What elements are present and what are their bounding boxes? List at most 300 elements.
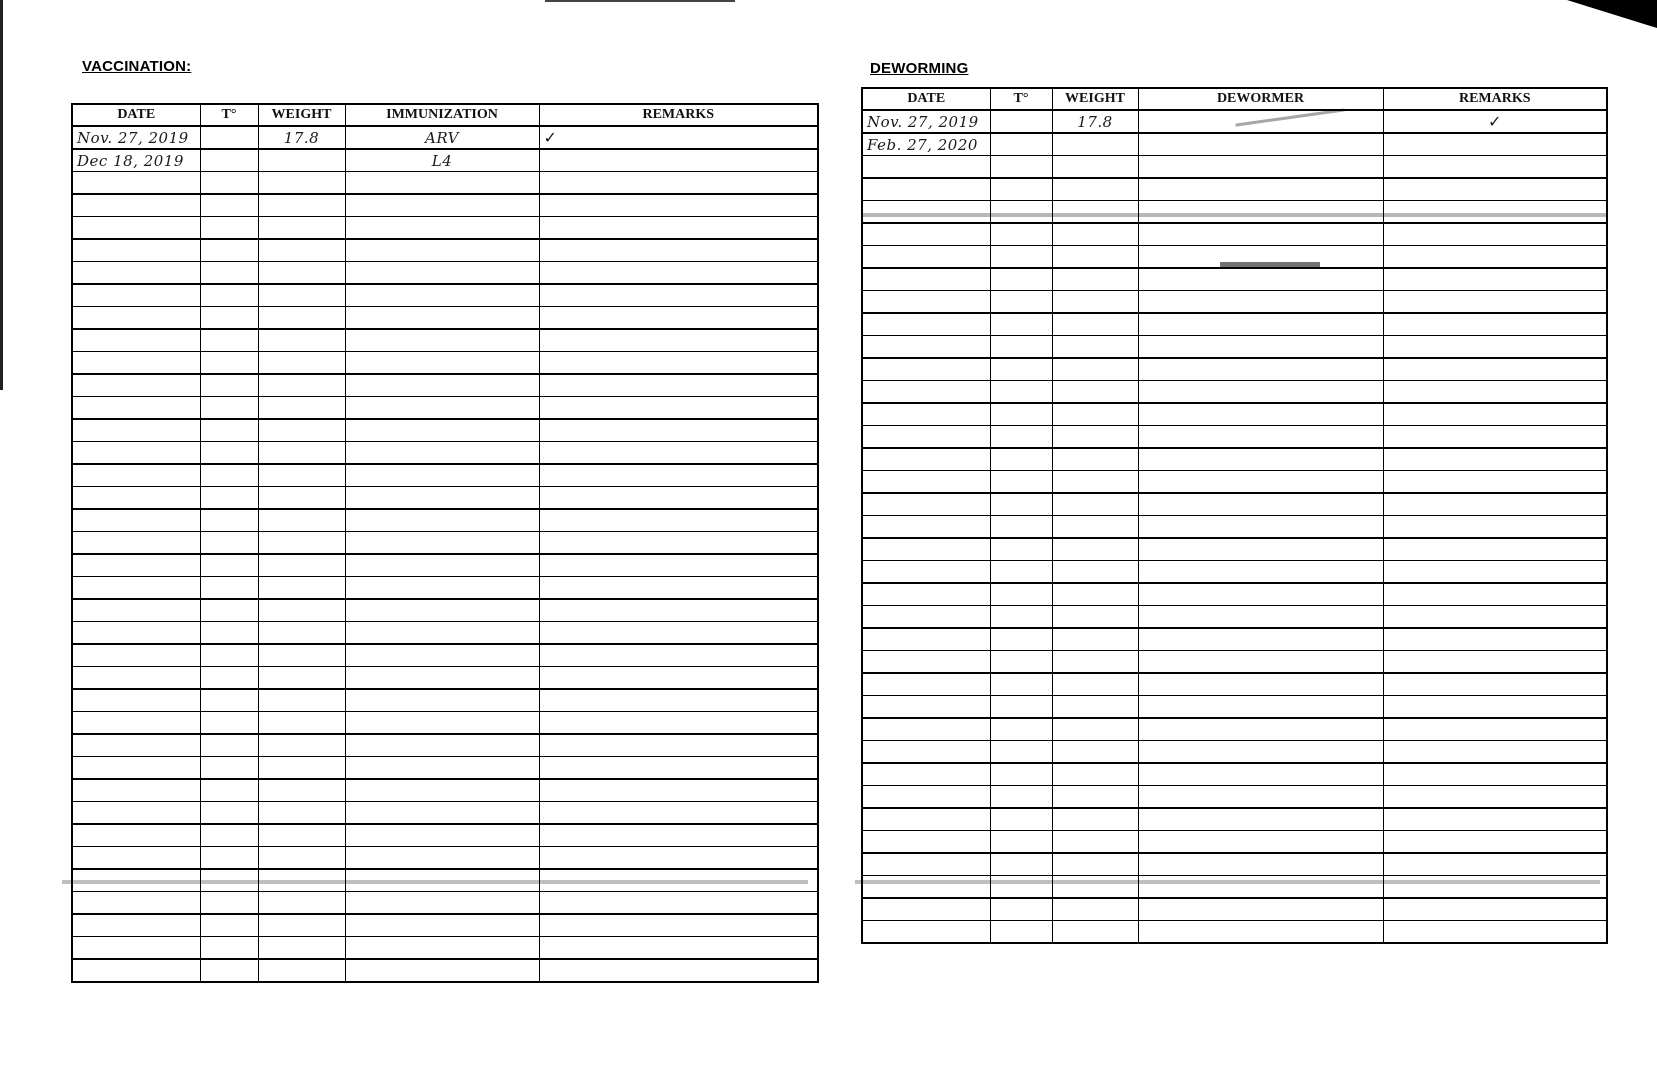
deworming-temp-cell xyxy=(990,448,1052,471)
deworming-dewormer-cell xyxy=(1138,313,1383,336)
vaccination-immunization-cell xyxy=(345,892,539,915)
vaccination-date-cell xyxy=(72,734,200,757)
deworming-col-date: DATE xyxy=(862,88,990,110)
vaccination-immunization-cell xyxy=(345,599,539,622)
deworming-remarks-cell xyxy=(1383,808,1607,831)
vaccination-remarks-cell xyxy=(539,802,818,825)
vaccination-weight-cell xyxy=(258,734,345,757)
vaccination-immunization-cell xyxy=(345,644,539,667)
vaccination-col-immunization: IMMUNIZATION xyxy=(345,104,539,126)
vaccination-date-cell xyxy=(72,284,200,307)
deworming-temp-cell xyxy=(990,583,1052,606)
deworming-temp-cell xyxy=(990,651,1052,674)
deworming-dewormer-cell xyxy=(1138,763,1383,786)
vaccination-weight-cell xyxy=(258,419,345,442)
vaccination-weight-cell xyxy=(258,397,345,420)
vaccination-temp-cell xyxy=(200,217,258,240)
table-row xyxy=(862,718,1607,741)
vaccination-temp-cell xyxy=(200,554,258,577)
vaccination-immunization-cell xyxy=(345,509,539,532)
table-row xyxy=(862,471,1607,494)
vaccination-weight-cell xyxy=(258,217,345,240)
deworming-weight-cell xyxy=(1052,561,1138,584)
vaccination-col-remarks: REMARKS xyxy=(539,104,818,126)
vaccination-immunization-cell xyxy=(345,779,539,802)
deworming-dewormer-cell xyxy=(1138,358,1383,381)
vaccination-immunization-cell xyxy=(345,172,539,195)
deworming-remarks-cell xyxy=(1383,110,1607,133)
deworming-remarks-cell xyxy=(1383,696,1607,719)
deworming-weight-cell xyxy=(1052,673,1138,696)
table-row xyxy=(862,583,1607,606)
vaccination-immunization-cell xyxy=(345,352,539,375)
deworming-dewormer-cell xyxy=(1138,583,1383,606)
vaccination-remarks-cell xyxy=(539,779,818,802)
vaccination-remarks-cell xyxy=(539,464,818,487)
vaccination-remarks-cell xyxy=(539,712,818,735)
table-row xyxy=(72,824,818,847)
vaccination-date-cell xyxy=(72,577,200,600)
vaccination-temp-cell xyxy=(200,487,258,510)
deworming-remarks-cell xyxy=(1383,898,1607,921)
vaccination-temp-cell xyxy=(200,262,258,285)
vaccination-date-cell xyxy=(72,194,200,217)
vaccination-immunization-cell xyxy=(345,487,539,510)
vaccination-remarks-cell xyxy=(539,284,818,307)
deworming-remarks-cell xyxy=(1383,178,1607,201)
deworming-weight-cell xyxy=(1052,718,1138,741)
vaccination-temp-cell xyxy=(200,599,258,622)
table-row xyxy=(862,403,1607,426)
vaccination-temp-cell xyxy=(200,622,258,645)
vaccination-date-cell xyxy=(72,914,200,937)
vaccination-remarks-cell xyxy=(539,689,818,712)
deworming-remarks-cell xyxy=(1383,786,1607,809)
vaccination-remarks-cell xyxy=(539,442,818,465)
deworming-remarks-cell xyxy=(1383,156,1607,179)
vaccination-remarks-cell xyxy=(539,959,818,982)
table-row xyxy=(862,628,1607,651)
scan-corner-mark xyxy=(1567,0,1657,28)
deworming-dewormer-cell xyxy=(1138,673,1383,696)
deworming-date-cell xyxy=(862,538,990,561)
vaccination-date-cell: Dec 18, 2019 xyxy=(72,149,200,172)
vaccination-date-cell xyxy=(72,824,200,847)
vaccination-temp-cell xyxy=(200,689,258,712)
deworming-remarks-cell xyxy=(1383,651,1607,674)
deworming-temp-cell xyxy=(990,561,1052,584)
deworming-dewormer-cell xyxy=(1138,831,1383,854)
vaccination-immunization-cell xyxy=(345,464,539,487)
vaccination-remarks-cell xyxy=(539,239,818,262)
deworming-temp-cell xyxy=(990,313,1052,336)
deworming-temp-cell xyxy=(990,156,1052,179)
vaccination-weight-cell xyxy=(258,284,345,307)
deworming-dewormer-cell xyxy=(1138,696,1383,719)
deworming-weight-cell xyxy=(1052,178,1138,201)
vaccination-immunization-cell xyxy=(345,937,539,960)
table-row xyxy=(72,689,818,712)
deworming-date-cell xyxy=(862,718,990,741)
table-row xyxy=(862,763,1607,786)
vaccination-title: VACCINATION: xyxy=(82,58,192,75)
ink-blot xyxy=(1220,262,1320,268)
deworming-weight-cell xyxy=(1052,786,1138,809)
deworming-date-cell xyxy=(862,336,990,359)
vaccination-immunization-cell: ARV xyxy=(345,126,539,149)
table-row xyxy=(72,712,818,735)
deworming-remarks-cell xyxy=(1383,561,1607,584)
vaccination-date-cell xyxy=(72,532,200,555)
deworming-weight-cell xyxy=(1052,426,1138,449)
vaccination-weight-cell xyxy=(258,194,345,217)
deworming-remarks-cell xyxy=(1383,583,1607,606)
table-row xyxy=(862,313,1607,336)
deworming-remarks-cell xyxy=(1383,246,1607,269)
deworming-date-cell xyxy=(862,561,990,584)
scan-top-stroke xyxy=(545,0,735,2)
vaccination-remarks-cell xyxy=(539,757,818,780)
vaccination-remarks-cell xyxy=(539,419,818,442)
table-row xyxy=(862,538,1607,561)
vaccination-remarks-cell xyxy=(539,374,818,397)
table-row xyxy=(862,336,1607,359)
deworming-temp-cell xyxy=(990,853,1052,876)
vaccination-immunization-cell xyxy=(345,239,539,262)
table-row xyxy=(862,426,1607,449)
table-row xyxy=(862,808,1607,831)
deworming-dewormer-cell xyxy=(1138,156,1383,179)
vaccination-immunization-cell xyxy=(345,577,539,600)
deworming-date-cell xyxy=(862,786,990,809)
table-row xyxy=(862,696,1607,719)
table-row xyxy=(72,959,818,982)
vaccination-remarks-cell xyxy=(539,847,818,870)
vaccination-weight-cell xyxy=(258,622,345,645)
deworming-dewormer-cell xyxy=(1138,133,1383,156)
vaccination-remarks-cell xyxy=(539,352,818,375)
vaccination-date-cell xyxy=(72,847,200,870)
deworming-date-cell xyxy=(862,741,990,764)
vaccination-temp-cell xyxy=(200,734,258,757)
vaccination-immunization-cell xyxy=(345,667,539,690)
vaccination-immunization-cell xyxy=(345,419,539,442)
deworming-weight-cell xyxy=(1052,538,1138,561)
vaccination-date-cell xyxy=(72,892,200,915)
deworming-weight-cell xyxy=(1052,583,1138,606)
vaccination-date-cell xyxy=(72,442,200,465)
deworming-weight-cell xyxy=(1052,133,1138,156)
vaccination-temp-cell xyxy=(200,149,258,172)
deworming-temp-cell xyxy=(990,741,1052,764)
table-row xyxy=(862,156,1607,179)
table-row xyxy=(862,741,1607,764)
vaccination-remarks-cell xyxy=(539,307,818,330)
vaccination-temp-cell xyxy=(200,757,258,780)
deworming-temp-cell xyxy=(990,696,1052,719)
vaccination-remarks-cell xyxy=(539,126,818,149)
vaccination-remarks-cell xyxy=(539,509,818,532)
vaccination-header-row xyxy=(72,104,818,126)
deworming-date-cell xyxy=(862,898,990,921)
vaccination-table xyxy=(71,103,819,983)
deworming-weight-cell xyxy=(1052,696,1138,719)
deworming-col-weight: WEIGHT xyxy=(1052,88,1138,110)
table-row xyxy=(72,149,818,172)
vaccination-weight-cell xyxy=(258,464,345,487)
table-row xyxy=(862,110,1607,133)
vaccination-weight-cell xyxy=(258,667,345,690)
deworming-date-cell xyxy=(862,156,990,179)
table-row xyxy=(72,667,818,690)
deworming-weight-cell xyxy=(1052,763,1138,786)
vaccination-temp-cell xyxy=(200,374,258,397)
vaccination-date-cell xyxy=(72,937,200,960)
deworming-weight-cell xyxy=(1052,876,1138,899)
vaccination-temp-cell xyxy=(200,667,258,690)
table-row xyxy=(72,892,818,915)
deworming-temp-cell xyxy=(990,628,1052,651)
table-row xyxy=(72,307,818,330)
deworming-remarks-cell xyxy=(1383,516,1607,539)
deworming-remarks-cell xyxy=(1383,921,1607,944)
vaccination-col-date: DATE xyxy=(72,104,200,126)
table-row xyxy=(862,291,1607,314)
vaccination-temp-cell xyxy=(200,126,258,149)
table-row xyxy=(72,397,818,420)
vaccination-date-cell xyxy=(72,374,200,397)
vaccination-date-cell xyxy=(72,172,200,195)
table-row xyxy=(72,126,818,149)
deworming-weight-cell xyxy=(1052,246,1138,269)
table-row xyxy=(72,239,818,262)
deworming-remarks-cell xyxy=(1383,223,1607,246)
vaccination-weight-cell xyxy=(258,824,345,847)
deworming-temp-cell xyxy=(990,133,1052,156)
deworming-weight-cell xyxy=(1052,898,1138,921)
deworming-date-cell xyxy=(862,178,990,201)
deworming-remarks-cell xyxy=(1383,133,1607,156)
vaccination-temp-cell xyxy=(200,194,258,217)
vaccination-immunization-cell xyxy=(345,397,539,420)
vaccination-weight-cell xyxy=(258,779,345,802)
deworming-dewormer-cell xyxy=(1138,898,1383,921)
vaccination-weight-cell xyxy=(258,329,345,352)
deworming-dewormer-cell xyxy=(1138,291,1383,314)
deworming-weight-cell xyxy=(1052,831,1138,854)
deworming-temp-cell xyxy=(990,831,1052,854)
deworming-weight-cell xyxy=(1052,201,1138,224)
deworming-dewormer-cell xyxy=(1138,178,1383,201)
deworming-date-cell xyxy=(862,471,990,494)
deworming-date-cell xyxy=(862,583,990,606)
vaccination-immunization-cell xyxy=(345,712,539,735)
deworming-temp-cell xyxy=(990,426,1052,449)
table-row xyxy=(862,561,1607,584)
deworming-remarks-cell xyxy=(1383,268,1607,291)
vaccination-weight-cell xyxy=(258,689,345,712)
table-row xyxy=(862,921,1607,944)
deworming-date-cell xyxy=(862,291,990,314)
deworming-date-cell xyxy=(862,808,990,831)
vaccination-temp-cell xyxy=(200,959,258,982)
vaccination-temp-cell xyxy=(200,397,258,420)
vaccination-immunization-cell xyxy=(345,374,539,397)
vaccination-immunization-cell xyxy=(345,532,539,555)
deworming-remarks-cell xyxy=(1383,403,1607,426)
deworming-date-cell xyxy=(862,853,990,876)
table-row xyxy=(862,133,1607,156)
vaccination-date-cell xyxy=(72,419,200,442)
deworming-date-cell xyxy=(862,651,990,674)
deworming-weight-cell xyxy=(1052,313,1138,336)
deworming-temp-cell xyxy=(990,201,1052,224)
vaccination-remarks-cell xyxy=(539,734,818,757)
table-row xyxy=(72,374,818,397)
deworming-remarks-cell xyxy=(1383,313,1607,336)
vaccination-weight-cell xyxy=(258,149,345,172)
deworming-dewormer-cell xyxy=(1138,201,1383,224)
deworming-date-cell xyxy=(862,268,990,291)
vaccination-weight-cell: 17.8 xyxy=(258,126,345,149)
vaccination-weight-cell xyxy=(258,937,345,960)
deworming-date-cell xyxy=(862,673,990,696)
deworming-remarks-cell xyxy=(1383,426,1607,449)
vaccination-immunization-cell xyxy=(345,622,539,645)
table-row xyxy=(72,329,818,352)
vaccination-remarks-cell xyxy=(539,217,818,240)
vaccination-date-cell xyxy=(72,307,200,330)
deworming-weight-cell xyxy=(1052,853,1138,876)
bleed-through-band xyxy=(855,880,1600,884)
deworming-dewormer-cell xyxy=(1138,448,1383,471)
deworming-temp-cell xyxy=(990,358,1052,381)
vaccination-temp-cell xyxy=(200,937,258,960)
table-row xyxy=(72,284,818,307)
table-row xyxy=(72,779,818,802)
table-row xyxy=(862,358,1607,381)
deworming-date-cell: Nov. 27, 2019 xyxy=(862,110,990,133)
deworming-dewormer-cell xyxy=(1138,561,1383,584)
table-row xyxy=(72,352,818,375)
vaccination-remarks-cell xyxy=(539,554,818,577)
deworming-temp-cell xyxy=(990,718,1052,741)
deworming-temp-cell xyxy=(990,606,1052,629)
vaccination-immunization-cell xyxy=(345,734,539,757)
vaccination-weight-cell xyxy=(258,959,345,982)
table-row xyxy=(72,194,818,217)
deworming-weight-cell xyxy=(1052,741,1138,764)
deworming-remarks-cell xyxy=(1383,741,1607,764)
deworming-remarks-cell xyxy=(1383,471,1607,494)
table-row xyxy=(862,493,1607,516)
deworming-date-cell xyxy=(862,426,990,449)
deworming-weight-cell: 17.8 xyxy=(1052,110,1138,133)
vaccination-remarks-cell xyxy=(539,644,818,667)
vaccination-weight-cell xyxy=(258,487,345,510)
vaccination-immunization-cell xyxy=(345,194,539,217)
vaccination-temp-cell xyxy=(200,532,258,555)
vaccination-date-cell xyxy=(72,487,200,510)
vaccination-immunization-cell xyxy=(345,262,539,285)
vaccination-weight-cell xyxy=(258,442,345,465)
vaccination-remarks-cell xyxy=(539,397,818,420)
vaccination-weight-cell xyxy=(258,757,345,780)
table-row xyxy=(862,448,1607,471)
vaccination-remarks-cell xyxy=(539,824,818,847)
deworming-dewormer-cell xyxy=(1138,516,1383,539)
deworming-temp-cell xyxy=(990,403,1052,426)
deworming-weight-cell xyxy=(1052,808,1138,831)
bleed-through-band xyxy=(862,213,1606,217)
deworming-weight-cell xyxy=(1052,336,1138,359)
deworming-dewormer-cell xyxy=(1138,268,1383,291)
deworming-weight-cell xyxy=(1052,516,1138,539)
deworming-title: DEWORMING xyxy=(870,60,969,77)
deworming-temp-cell xyxy=(990,178,1052,201)
vaccination-immunization-cell xyxy=(345,914,539,937)
vaccination-weight-cell xyxy=(258,644,345,667)
table-row xyxy=(862,178,1607,201)
deworming-dewormer-cell xyxy=(1138,426,1383,449)
vaccination-temp-cell xyxy=(200,779,258,802)
vaccination-date-cell xyxy=(72,644,200,667)
table-row xyxy=(72,554,818,577)
table-row xyxy=(862,786,1607,809)
deworming-remarks-cell xyxy=(1383,673,1607,696)
deworming-temp-cell xyxy=(990,786,1052,809)
deworming-temp-cell xyxy=(990,921,1052,944)
deworming-remarks-cell xyxy=(1383,831,1607,854)
deworming-dewormer-cell xyxy=(1138,381,1383,404)
deworming-date-cell xyxy=(862,381,990,404)
deworming-temp-cell xyxy=(990,291,1052,314)
vaccination-date-cell xyxy=(72,239,200,262)
deworming-dewormer-cell xyxy=(1138,921,1383,944)
deworming-temp-cell xyxy=(990,808,1052,831)
deworming-weight-cell xyxy=(1052,921,1138,944)
deworming-temp-cell xyxy=(990,471,1052,494)
deworming-date-cell xyxy=(862,201,990,224)
deworming-date-cell xyxy=(862,358,990,381)
deworming-dewormer-cell xyxy=(1138,808,1383,831)
table-row xyxy=(72,622,818,645)
deworming-weight-cell xyxy=(1052,493,1138,516)
vaccination-weight-cell xyxy=(258,802,345,825)
deworming-date-cell xyxy=(862,223,990,246)
vaccination-temp-cell xyxy=(200,419,258,442)
table-row xyxy=(862,606,1607,629)
vaccination-date-cell xyxy=(72,397,200,420)
deworming-remarks-cell xyxy=(1383,628,1607,651)
deworming-weight-cell xyxy=(1052,651,1138,674)
vaccination-weight-cell xyxy=(258,307,345,330)
check-mark-icon: ✓ xyxy=(543,128,557,147)
deworming-dewormer-cell xyxy=(1138,403,1383,426)
vaccination-date-cell xyxy=(72,217,200,240)
vaccination-remarks-cell xyxy=(539,667,818,690)
table-row xyxy=(862,876,1607,899)
vaccination-date-cell xyxy=(72,599,200,622)
vaccination-temp-cell xyxy=(200,442,258,465)
vaccination-immunization-cell xyxy=(345,217,539,240)
vaccination-temp-cell xyxy=(200,172,258,195)
table-row xyxy=(72,802,818,825)
table-row xyxy=(862,651,1607,674)
vaccination-col-temperature: T° xyxy=(200,104,258,126)
vaccination-date-cell xyxy=(72,689,200,712)
table-row xyxy=(862,201,1607,224)
